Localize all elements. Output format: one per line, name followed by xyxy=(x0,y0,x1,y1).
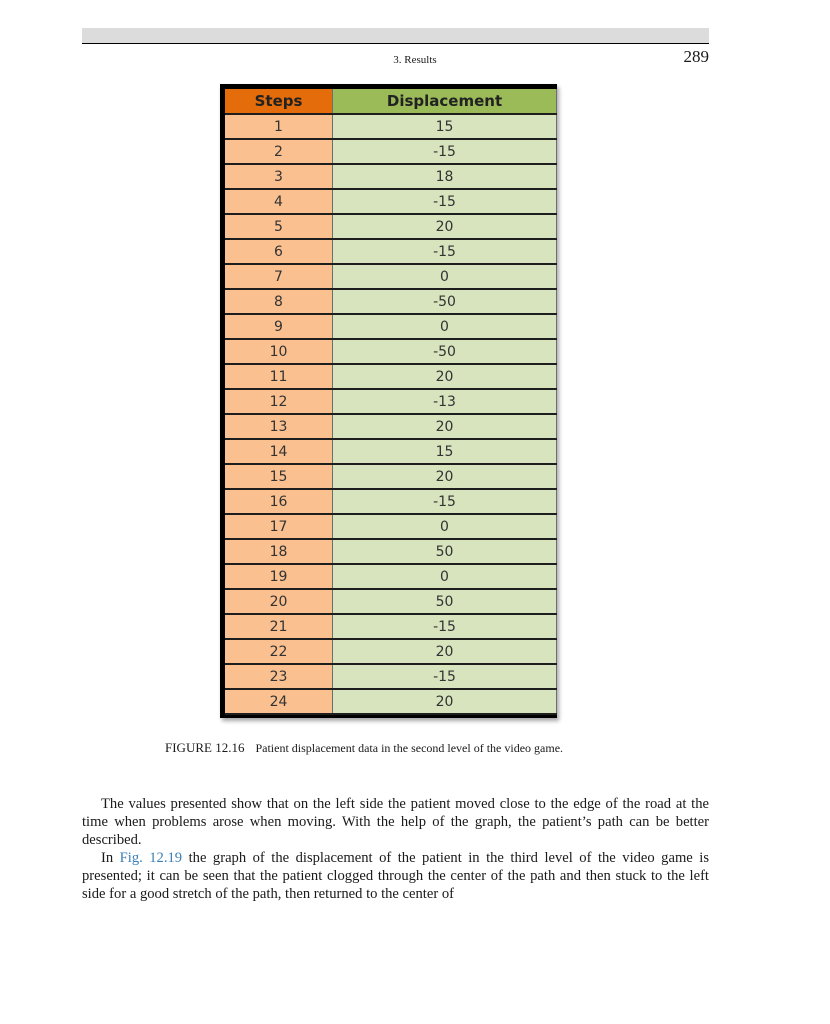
displacement-cell: 0 xyxy=(333,314,557,339)
displacement-cell: -13 xyxy=(333,389,557,414)
table-row xyxy=(225,664,557,689)
table-row xyxy=(225,164,557,189)
displacement-cell: 50 xyxy=(333,539,557,564)
table-row xyxy=(225,564,557,589)
table-row xyxy=(225,314,557,339)
figure-label: FIGURE 12.16 xyxy=(165,740,245,755)
table-body xyxy=(225,114,557,714)
displacement-cell: 20 xyxy=(333,689,557,714)
displacement-cell: -15 xyxy=(333,664,557,689)
step-cell: 7 xyxy=(225,264,333,289)
table-row xyxy=(225,239,557,264)
step-cell: 22 xyxy=(225,639,333,664)
displacement-cell: 15 xyxy=(333,439,557,464)
step-cell: 24 xyxy=(225,689,333,714)
displacement-column-header: Displacement xyxy=(333,89,557,114)
table-row xyxy=(225,639,557,664)
displacement-cell: 18 xyxy=(333,164,557,189)
step-cell: 11 xyxy=(225,364,333,389)
figure-reference-link[interactable]: Fig. 12.19 xyxy=(119,850,183,866)
step-cell: 2 xyxy=(225,139,333,164)
step-cell: 6 xyxy=(225,239,333,264)
step-cell: 5 xyxy=(225,214,333,239)
table-row xyxy=(225,489,557,514)
step-cell: 14 xyxy=(225,439,333,464)
displacement-cell: 15 xyxy=(333,114,557,139)
step-cell: 10 xyxy=(225,339,333,364)
step-cell: 1 xyxy=(225,114,333,139)
paragraph-text: the graph of the displacement of the patient in the third level of the video game is presented; it can be seen that the patient clogged through the center of the path and then stuck to the left side for a good stretch of the path, then returned to the center of xyxy=(82,850,710,902)
table-row xyxy=(225,139,557,164)
paragraph: The values presented show that on the left side the patient moved close to the edge of the road at the time when problems arose when moving. With the help of the graph, the patient’s path can be better described. xyxy=(82,796,709,848)
step-cell: 23 xyxy=(225,664,333,689)
displacement-cell: 20 xyxy=(333,414,557,439)
table-row xyxy=(225,464,557,489)
table-row xyxy=(225,414,557,439)
figure-caption xyxy=(165,740,563,756)
displacement-cell: -50 xyxy=(333,289,557,314)
displacement-cell: 20 xyxy=(333,364,557,389)
paragraph-text: In xyxy=(101,850,120,866)
step-cell: 8 xyxy=(225,289,333,314)
displacement-cell: 20 xyxy=(333,464,557,489)
table-row xyxy=(225,214,557,239)
displacement-cell: -50 xyxy=(333,339,557,364)
displacement-table-figure xyxy=(220,84,557,718)
table-row xyxy=(225,364,557,389)
displacement-table xyxy=(225,89,557,715)
page-number: 289 xyxy=(683,47,709,66)
figure-caption-text: Patient displacement data in the second level of the video game. xyxy=(255,741,564,755)
table-row xyxy=(225,689,557,714)
step-cell: 17 xyxy=(225,514,333,539)
steps-column-header: Steps xyxy=(225,89,333,114)
table-row xyxy=(225,589,557,614)
displacement-cell: -15 xyxy=(333,189,557,214)
table-row xyxy=(225,264,557,289)
step-cell: 4 xyxy=(225,189,333,214)
table-row xyxy=(225,189,557,214)
step-cell: 13 xyxy=(225,414,333,439)
step-cell: 16 xyxy=(225,489,333,514)
table-row xyxy=(225,339,557,364)
body-text xyxy=(82,795,709,903)
displacement-cell: 20 xyxy=(333,214,557,239)
displacement-cell: 0 xyxy=(333,514,557,539)
paragraph xyxy=(82,849,709,903)
step-cell: 20 xyxy=(225,589,333,614)
displacement-cell: -15 xyxy=(333,614,557,639)
displacement-cell: 0 xyxy=(333,264,557,289)
step-cell: 3 xyxy=(225,164,333,189)
step-cell: 12 xyxy=(225,389,333,414)
step-cell: 21 xyxy=(225,614,333,639)
header-band xyxy=(82,28,709,43)
table-row xyxy=(225,514,557,539)
table-header-row xyxy=(225,89,557,114)
displacement-cell: -15 xyxy=(333,139,557,164)
step-cell: 9 xyxy=(225,314,333,339)
table-row xyxy=(225,614,557,639)
displacement-cell: -15 xyxy=(333,489,557,514)
displacement-cell: 20 xyxy=(333,639,557,664)
table-row xyxy=(225,439,557,464)
displacement-cell: 0 xyxy=(333,564,557,589)
table-row xyxy=(225,539,557,564)
step-cell: 19 xyxy=(225,564,333,589)
displacement-cell: 50 xyxy=(333,589,557,614)
displacement-cell: -15 xyxy=(333,239,557,264)
table-row xyxy=(225,289,557,314)
table-row xyxy=(225,389,557,414)
step-cell: 15 xyxy=(225,464,333,489)
running-head: 3. Results xyxy=(393,54,437,66)
step-cell: 18 xyxy=(225,539,333,564)
header-rule xyxy=(82,43,709,44)
table-row xyxy=(225,114,557,139)
